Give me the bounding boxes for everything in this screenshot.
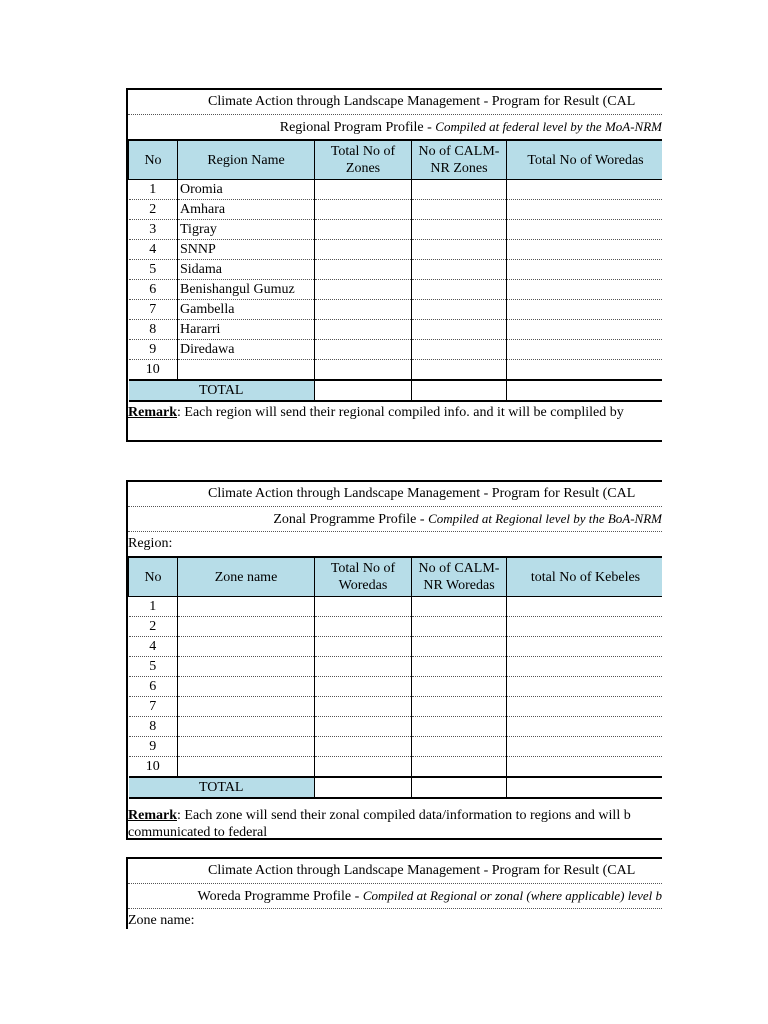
data-cell[interactable] — [315, 280, 412, 300]
remark-label: Remark — [128, 808, 177, 823]
row-number: 2 — [129, 617, 178, 637]
header-no: No — [129, 558, 178, 597]
data-cell[interactable] — [412, 300, 507, 320]
row-name[interactable] — [178, 657, 315, 677]
table-row — [129, 200, 663, 220]
row-name[interactable]: Diredawa — [178, 340, 315, 360]
total-cell[interactable] — [412, 777, 507, 798]
total-row — [129, 777, 663, 798]
row-name[interactable] — [178, 360, 315, 381]
data-cell[interactable] — [315, 180, 412, 200]
row-name[interactable]: SNNP — [178, 240, 315, 260]
table-row — [129, 717, 663, 737]
row-name[interactable] — [178, 757, 315, 778]
row-number: 9 — [129, 737, 178, 757]
total-cell[interactable] — [315, 380, 412, 401]
data-cell[interactable] — [412, 757, 507, 778]
data-cell[interactable] — [507, 637, 663, 657]
row-name[interactable]: Oromia — [178, 180, 315, 200]
data-cell[interactable] — [412, 637, 507, 657]
zonal-table — [128, 557, 662, 799]
subtitle-label: Zonal Programme Profile - — [273, 512, 429, 527]
data-cell[interactable] — [412, 280, 507, 300]
remark-text-continued: communicated to federal — [128, 825, 268, 840]
data-cell[interactable] — [412, 360, 507, 381]
data-cell[interactable] — [507, 657, 663, 677]
data-cell[interactable] — [412, 260, 507, 280]
row-number: 10 — [129, 360, 178, 381]
row-name[interactable] — [178, 597, 315, 617]
region-label: Region: — [128, 536, 173, 551]
data-cell[interactable] — [507, 617, 663, 637]
form-subtitle — [128, 507, 662, 532]
data-cell[interactable] — [315, 320, 412, 340]
table-row — [129, 677, 663, 697]
form-subtitle — [128, 884, 662, 909]
data-cell[interactable] — [315, 757, 412, 778]
row-name[interactable]: Benishangul Gumuz — [178, 280, 315, 300]
header-calm-zones: No of CALM-NR Zones — [412, 141, 507, 180]
table-row — [129, 597, 663, 617]
table-row — [129, 280, 663, 300]
header-no: No — [129, 141, 178, 180]
form-title: Climate Action through Landscape Management - Program for Result (CAL — [128, 482, 662, 507]
region-field — [128, 532, 662, 557]
row-name[interactable]: Gambella — [178, 300, 315, 320]
total-label: TOTAL — [129, 777, 315, 798]
data-cell[interactable] — [507, 737, 663, 757]
data-cell[interactable] — [315, 340, 412, 360]
zone-name-input-line[interactable] — [194, 909, 292, 929]
regional-profile-form — [126, 88, 662, 442]
row-name[interactable] — [178, 617, 315, 637]
table-row — [129, 320, 663, 340]
table-row — [129, 260, 663, 280]
data-cell[interactable] — [412, 717, 507, 737]
data-cell[interactable] — [507, 677, 663, 697]
zone-name-field — [128, 909, 662, 929]
header-total-woredas: Total No of Woredas — [507, 141, 663, 180]
data-cell[interactable] — [315, 637, 412, 657]
data-cell[interactable] — [507, 717, 663, 737]
data-cell[interactable] — [412, 180, 507, 200]
row-name[interactable]: Hararri — [178, 320, 315, 340]
row-name[interactable] — [178, 737, 315, 757]
data-cell[interactable] — [412, 697, 507, 717]
row-name[interactable] — [178, 637, 315, 657]
data-cell[interactable] — [412, 677, 507, 697]
subtitle-note: Compiled at Regional or zonal (where applicable) level b — [362, 888, 662, 903]
data-cell[interactable] — [507, 320, 663, 340]
data-cell[interactable] — [507, 757, 663, 778]
total-cell[interactable] — [507, 777, 663, 798]
row-number: 1 — [129, 180, 178, 200]
zonal-profile-form — [126, 480, 662, 840]
header-total-woredas: Total No of Woredas — [315, 558, 412, 597]
row-name[interactable] — [178, 697, 315, 717]
row-number: 10 — [129, 757, 178, 778]
form-subtitle — [128, 115, 662, 140]
remark-label: Remark — [128, 405, 177, 420]
data-cell[interactable] — [507, 340, 663, 360]
data-cell[interactable] — [315, 737, 412, 757]
row-number: 1 — [129, 597, 178, 617]
row-name[interactable]: Tigray — [178, 220, 315, 240]
data-cell[interactable] — [315, 697, 412, 717]
total-cell[interactable] — [507, 380, 663, 401]
data-cell[interactable] — [315, 677, 412, 697]
row-number: 7 — [129, 697, 178, 717]
remark — [128, 799, 662, 840]
regional-table — [128, 140, 662, 402]
region-input-line[interactable] — [172, 532, 270, 557]
row-number: 9 — [129, 340, 178, 360]
header-region-name: Region Name — [178, 141, 315, 180]
data-cell[interactable] — [315, 200, 412, 220]
data-cell[interactable] — [507, 360, 663, 381]
remark-text: : Each region will send their regional compiled info. and it will be compliled by — [177, 405, 624, 420]
data-cell[interactable] — [315, 240, 412, 260]
data-cell[interactable] — [507, 240, 663, 260]
table-row — [129, 757, 663, 778]
data-cell[interactable] — [412, 597, 507, 617]
table-header-row — [129, 141, 663, 180]
data-cell[interactable] — [507, 220, 663, 240]
table-row — [129, 637, 663, 657]
row-name[interactable]: Sidama — [178, 260, 315, 280]
data-cell[interactable] — [412, 220, 507, 240]
data-cell[interactable] — [315, 657, 412, 677]
table-row — [129, 340, 663, 360]
header-calm-woredas: No of CALM-NR Woredas — [412, 558, 507, 597]
data-cell[interactable] — [507, 697, 663, 717]
header-total-kebeles: total No of Kebeles — [507, 558, 663, 597]
data-cell[interactable] — [315, 717, 412, 737]
row-number: 4 — [129, 637, 178, 657]
row-number: 4 — [129, 240, 178, 260]
data-cell[interactable] — [315, 617, 412, 637]
data-cell[interactable] — [412, 320, 507, 340]
header-zone-name: Zone name — [178, 558, 315, 597]
table-header-row — [129, 558, 663, 597]
table-row — [129, 737, 663, 757]
row-number: 2 — [129, 200, 178, 220]
woreda-profile-form — [126, 857, 662, 929]
data-cell[interactable] — [507, 280, 663, 300]
form-title: Climate Action through Landscape Management - Program for Result (CAL — [128, 90, 662, 115]
row-number: 5 — [129, 657, 178, 677]
table-row — [129, 180, 663, 200]
data-cell[interactable] — [412, 657, 507, 677]
row-name[interactable] — [178, 717, 315, 737]
data-cell[interactable] — [507, 300, 663, 320]
data-cell[interactable] — [315, 300, 412, 320]
data-cell[interactable] — [412, 240, 507, 260]
zone-name-label: Zone name: — [128, 913, 195, 928]
data-cell[interactable] — [412, 617, 507, 637]
remark-text: : Each zone will send their zonal compiled data/information to regions and will b — [177, 808, 631, 823]
table-row — [129, 300, 663, 320]
row-name[interactable] — [178, 677, 315, 697]
row-number: 5 — [129, 260, 178, 280]
total-cell[interactable] — [412, 380, 507, 401]
row-number: 6 — [129, 677, 178, 697]
row-number: 8 — [129, 320, 178, 340]
data-cell[interactable] — [412, 737, 507, 757]
table-row — [129, 240, 663, 260]
row-number: 3 — [129, 220, 178, 240]
row-number: 7 — [129, 300, 178, 320]
total-cell[interactable] — [315, 777, 412, 798]
data-cell[interactable] — [507, 180, 663, 200]
subtitle-label: Regional Program Profile - — [279, 120, 436, 135]
header-total-zones: Total No of Zones — [315, 141, 412, 180]
table-row — [129, 657, 663, 677]
form-title: Climate Action through Landscape Management - Program for Result (CAL — [128, 859, 662, 884]
row-number: 6 — [129, 280, 178, 300]
data-cell[interactable] — [507, 597, 663, 617]
table-row — [129, 220, 663, 240]
data-cell[interactable] — [315, 360, 412, 381]
subtitle-note: Compiled at Regional level by the BoA-NRM — [428, 511, 662, 526]
subtitle-note: Compiled at federal level by the MoA-NRM — [435, 119, 662, 134]
table-row — [129, 617, 663, 637]
data-cell[interactable] — [412, 200, 507, 220]
data-cell[interactable] — [507, 260, 663, 280]
row-name[interactable]: Amhara — [178, 200, 315, 220]
total-label: TOTAL — [129, 380, 315, 401]
table-row — [129, 360, 663, 381]
data-cell[interactable] — [315, 260, 412, 280]
data-cell[interactable] — [507, 200, 663, 220]
table-row — [129, 697, 663, 717]
total-row — [129, 380, 663, 401]
data-cell[interactable] — [315, 220, 412, 240]
remark — [128, 402, 662, 421]
data-cell[interactable] — [412, 340, 507, 360]
subtitle-label: Woreda Programme Profile - — [197, 889, 363, 904]
row-number: 8 — [129, 717, 178, 737]
data-cell[interactable] — [315, 597, 412, 617]
